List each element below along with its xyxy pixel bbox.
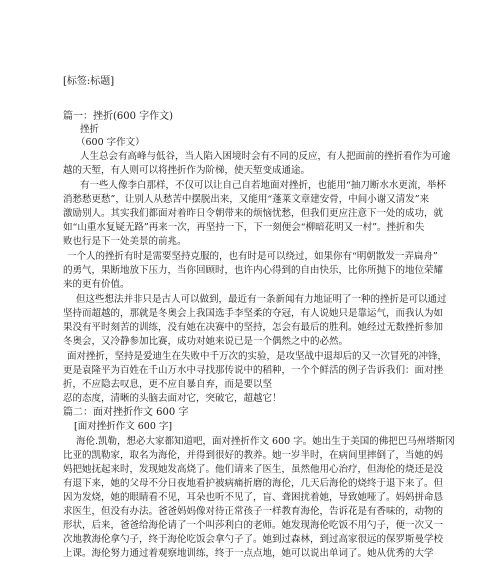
text-line: 海伦.凯勒，想必大家都知道吧，面对挫折作文 600 字。她出生于美国的佛把巴马州塔斯冈 bbox=[76, 436, 455, 447]
text-line: 折，不应隐去叹息，更不应自暴自弃，而是要以坚 bbox=[63, 379, 273, 390]
text-line: 妈把她抚起来时，发现她发高烧了。他们请来了医生，虽然他用心治疗，但海伦的烧还是没 bbox=[63, 464, 444, 475]
text-line: 越的天堑，有人则可以将挫折作为阶梯，使天堑变成通途。 bbox=[63, 165, 311, 176]
text-line: 有一些人像李白那样，不仅可以让自己自若地面对挫折，也能用“抽刀断水水更流，举杯 bbox=[80, 180, 446, 191]
section-1-wordcount: （600 字作文） bbox=[76, 137, 145, 148]
tag-label: [标签:标题] bbox=[63, 76, 115, 87]
section-2-subtitle: [面对挫折作文 600 字] bbox=[74, 421, 173, 432]
section-2-heading: 篇二：面对挫折作文 600 字 bbox=[63, 407, 189, 418]
text-line: 冬奥会，又冷静参加比赛，成功对她来说已是一个偶然之中的必然。 bbox=[63, 336, 349, 347]
text-line: 忍的态度，清晰的头脑去面对它，突破它，超越它！ bbox=[63, 393, 282, 404]
text-line: 一个人的挫折有时是需要坚持克服的，也有时是可以绕过，如果你有“明朝散发一弄扁舟” bbox=[67, 251, 438, 262]
text-line: 的勇气，果断地放下压力，当你回顾时，也许内心得到的自由快乐，比你所抛下的地位荣耀 bbox=[63, 265, 444, 276]
text-line: 果没有平时刻苦的训练，没有她在决赛中的坚持，怎会有最后的胜利。她经过无数挫折参加 bbox=[63, 322, 444, 333]
section-1-subtitle: 挫折 bbox=[80, 124, 100, 135]
text-line: 激励别人。其实我们都面对着昨日令朝带来的烦恼忧愁，但我们更应注意下一处的成功，就 bbox=[63, 208, 444, 219]
text-line: 坚持而超越的，那就是冬奥会上我国选手李坚柔的夺冠，有人说她只是靠运气，而我认为如 bbox=[63, 308, 444, 319]
text-line: 有退下来，她的父母不分日夜地看护被病痛折磨的海伦，几天后海伦的烧终于退下来了。但 bbox=[63, 478, 444, 489]
text-line: 人生总会有高峰与低谷，当人陷入困境时会有不同的反应，有人把面前的挫折看作为可逾 bbox=[80, 151, 451, 162]
text-line: 如“山重水复疑无路”再来一次，再坚持一下，下一刻便会“柳暗花明又一村”。挫折和失 bbox=[63, 222, 425, 233]
text-line: 来的更有价值。 bbox=[63, 279, 130, 290]
section-1-heading: 篇一：挫折(600 字作文) bbox=[63, 111, 174, 122]
text-line: 更是袁隆平为百姓在千山万水中寻找那传说中的稻种，一个个鲜活的例子告诉我们：面对挫 bbox=[63, 365, 444, 376]
text-line: 因为发烧，她的眼睛看不见，耳朵也听不见了，盲、聋困扰着她，导致她哑了。妈妈拼命恳 bbox=[63, 492, 444, 503]
text-line: 但这些想法并非只是古人可以做到，最近有一条新闻有力地证明了一种的挫折是可以通过 bbox=[76, 294, 447, 305]
text-line: 形状，后来，爸爸给海伦请了一个叫莎利白的老师。她发现海伦吃饭不用勺子，便一次又一 bbox=[63, 520, 444, 531]
text-line: 求医生，但没有办法。爸爸妈妈像对待正常孩子一样教育海伦，告诉花是有香味的，动物的 bbox=[63, 506, 444, 517]
text-line: 败也行是下一处美景的前兆。 bbox=[63, 236, 187, 247]
text-line: 上课。海伦努力通过着观察地训练，终于一点点地，她可以说出单词了。她从优秀的大学 bbox=[63, 548, 434, 559]
text-line: 消愁愁更愁”，让别人从愁苦中摆脱出来，又能用“蓬莱文章建安骨，中间小谢又清发”来 bbox=[63, 194, 430, 205]
text-line: 面对挫折，坚持是爱迪生在失败中千万次的实验，是攻坚战中退却后的又一次冒死的冲锋， bbox=[67, 351, 448, 362]
text-line: 比亚的凯勒家，取名为海伦，并得到很好的教养。她一岁半时，在病间里摔倒了，当她的妈 bbox=[63, 450, 444, 461]
text-line: 次地教海伦拿勺子，终于海伦吃饭会拿勺子了。她到过森林，到过高家很远的保罗斯曼学校 bbox=[63, 534, 444, 545]
